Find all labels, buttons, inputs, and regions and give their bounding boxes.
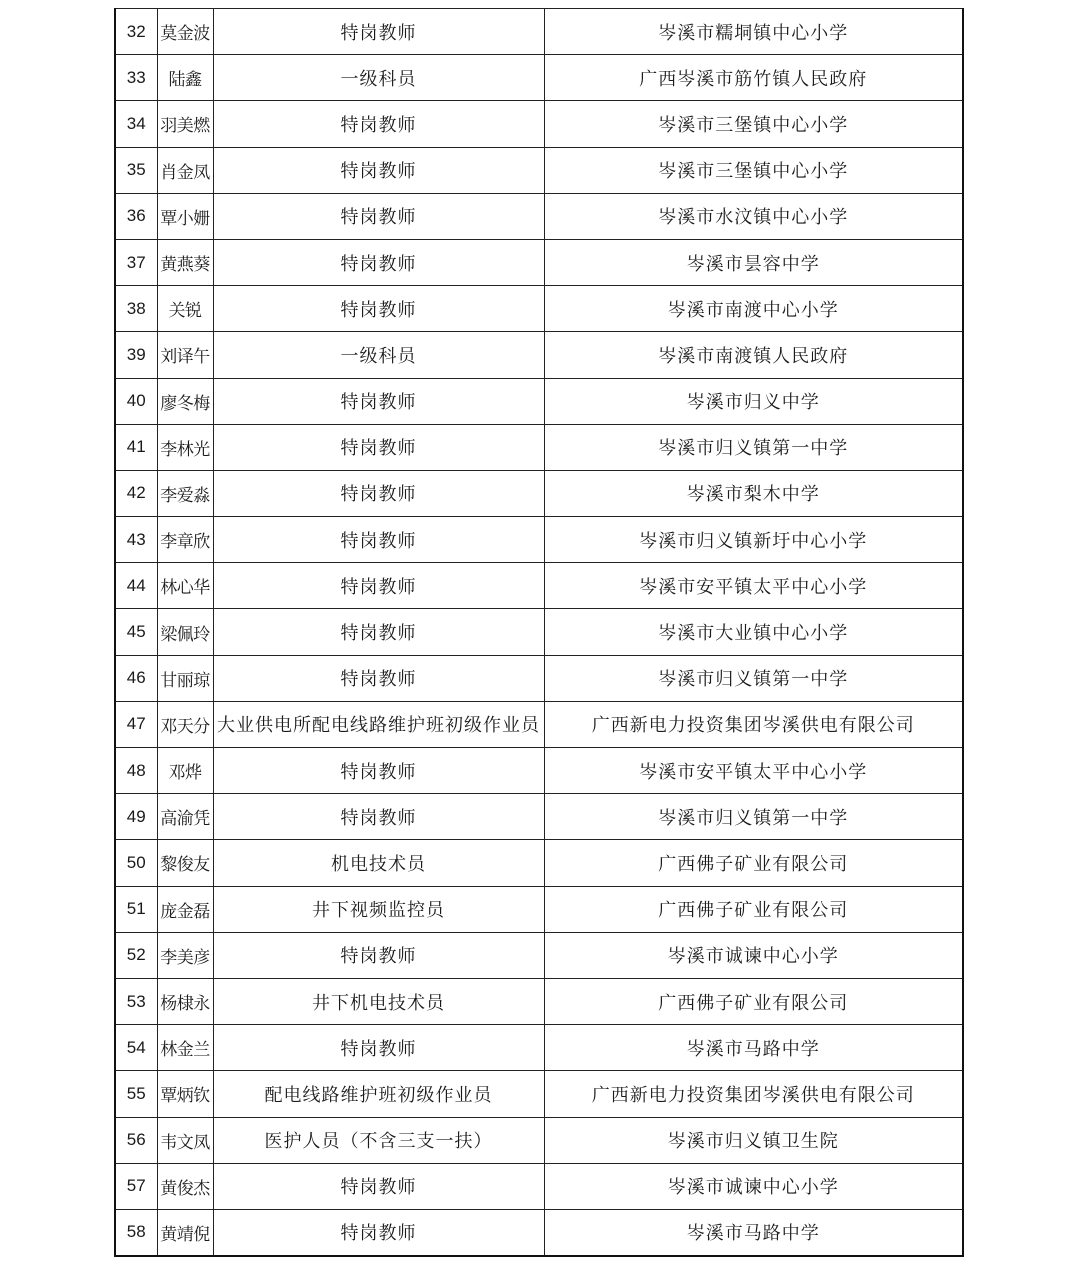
position-cell: 特岗教师	[213, 9, 544, 55]
row-number-cell: 48	[115, 748, 157, 794]
name-cell: 肖金凤	[157, 147, 213, 193]
name-cell: 莫金波	[157, 9, 213, 55]
position-cell: 特岗教师	[213, 609, 544, 655]
employer-cell: 岑溪市梨木中学	[544, 470, 963, 516]
table-row	[115, 655, 963, 701]
name-cell: 黄燕葵	[157, 239, 213, 285]
name-cell: 邓天分	[157, 701, 213, 747]
row-number-cell: 54	[115, 1025, 157, 1071]
employer-cell: 广西岑溪市筋竹镇人民政府	[544, 55, 963, 101]
position-cell: 特岗教师	[213, 1025, 544, 1071]
row-number-cell: 38	[115, 286, 157, 332]
name-cell: 杨棣永	[157, 978, 213, 1024]
table-row	[115, 1071, 963, 1117]
row-number-cell: 37	[115, 239, 157, 285]
name-cell: 陆鑫	[157, 55, 213, 101]
table-row	[115, 1117, 963, 1163]
row-number-cell: 58	[115, 1209, 157, 1256]
employer-cell: 岑溪市安平镇太平中心小学	[544, 563, 963, 609]
row-number-cell: 45	[115, 609, 157, 655]
employer-cell: 广西新电力投资集团岑溪供电有限公司	[544, 701, 963, 747]
name-cell: 刘译午	[157, 332, 213, 378]
table-row	[115, 470, 963, 516]
employer-cell: 岑溪市归义镇第一中学	[544, 655, 963, 701]
recruit-list-table	[114, 8, 964, 1257]
position-cell: 一级科员	[213, 55, 544, 101]
employer-cell: 广西新电力投资集团岑溪供电有限公司	[544, 1071, 963, 1117]
position-cell: 特岗教师	[213, 424, 544, 470]
table-row	[115, 1025, 963, 1071]
table-row	[115, 978, 963, 1024]
employer-cell: 岑溪市昙容中学	[544, 239, 963, 285]
position-cell: 特岗教师	[213, 470, 544, 516]
name-cell: 黎俊友	[157, 840, 213, 886]
row-number-cell: 41	[115, 424, 157, 470]
name-cell: 李爱淼	[157, 470, 213, 516]
row-number-cell: 52	[115, 932, 157, 978]
position-cell: 特岗教师	[213, 147, 544, 193]
row-number-cell: 56	[115, 1117, 157, 1163]
table-row	[115, 286, 963, 332]
position-cell: 特岗教师	[213, 286, 544, 332]
name-cell: 高渝凭	[157, 794, 213, 840]
table-row	[115, 563, 963, 609]
row-number-cell: 57	[115, 1163, 157, 1209]
table-row	[115, 1209, 963, 1256]
employer-cell: 岑溪市归义镇卫生院	[544, 1117, 963, 1163]
table-row	[115, 332, 963, 378]
employer-cell: 岑溪市南渡镇人民政府	[544, 332, 963, 378]
table-body	[115, 9, 963, 1257]
table-row	[115, 101, 963, 147]
table-row	[115, 517, 963, 563]
table-row	[115, 886, 963, 932]
table-row	[115, 193, 963, 239]
row-number-cell: 35	[115, 147, 157, 193]
name-cell: 羽美燃	[157, 101, 213, 147]
position-cell: 特岗教师	[213, 563, 544, 609]
row-number-cell: 55	[115, 1071, 157, 1117]
row-number-cell: 33	[115, 55, 157, 101]
employer-cell: 岑溪市归义中学	[544, 378, 963, 424]
row-number-cell: 42	[115, 470, 157, 516]
name-cell: 关锐	[157, 286, 213, 332]
employer-cell: 岑溪市诚谏中心小学	[544, 1163, 963, 1209]
table-row	[115, 794, 963, 840]
employer-cell: 岑溪市归义镇新圩中心小学	[544, 517, 963, 563]
position-cell: 一级科员	[213, 332, 544, 378]
table-row	[115, 932, 963, 978]
row-number-cell: 39	[115, 332, 157, 378]
table-row	[115, 55, 963, 101]
employer-cell: 广西佛子矿业有限公司	[544, 840, 963, 886]
position-cell: 机电技术员	[213, 840, 544, 886]
employer-cell: 岑溪市糯垌镇中心小学	[544, 9, 963, 55]
position-cell: 特岗教师	[213, 748, 544, 794]
row-number-cell: 43	[115, 517, 157, 563]
table-row	[115, 1163, 963, 1209]
position-cell: 特岗教师	[213, 1209, 544, 1256]
row-number-cell: 53	[115, 978, 157, 1024]
position-cell: 特岗教师	[213, 517, 544, 563]
position-cell: 井下视频监控员	[213, 886, 544, 932]
table-row	[115, 701, 963, 747]
name-cell: 庞金磊	[157, 886, 213, 932]
position-cell: 特岗教师	[213, 101, 544, 147]
position-cell: 配电线路维护班初级作业员	[213, 1071, 544, 1117]
table-row	[115, 840, 963, 886]
position-cell: 特岗教师	[213, 1163, 544, 1209]
employer-cell: 岑溪市归义镇第一中学	[544, 424, 963, 470]
employer-cell: 岑溪市马路中学	[544, 1209, 963, 1256]
employer-cell: 岑溪市马路中学	[544, 1025, 963, 1071]
name-cell: 李美彦	[157, 932, 213, 978]
name-cell: 韦文凤	[157, 1117, 213, 1163]
employer-cell: 岑溪市三堡镇中心小学	[544, 101, 963, 147]
name-cell: 邓烨	[157, 748, 213, 794]
position-cell: 特岗教师	[213, 655, 544, 701]
row-number-cell: 32	[115, 9, 157, 55]
row-number-cell: 49	[115, 794, 157, 840]
table-row	[115, 147, 963, 193]
name-cell: 黄俊杰	[157, 1163, 213, 1209]
row-number-cell: 36	[115, 193, 157, 239]
row-number-cell: 47	[115, 701, 157, 747]
name-cell: 李林光	[157, 424, 213, 470]
row-number-cell: 34	[115, 101, 157, 147]
name-cell: 林金兰	[157, 1025, 213, 1071]
table-row	[115, 748, 963, 794]
name-cell: 梁佩玲	[157, 609, 213, 655]
table-row	[115, 424, 963, 470]
row-number-cell: 46	[115, 655, 157, 701]
position-cell: 井下机电技术员	[213, 978, 544, 1024]
name-cell: 李章欣	[157, 517, 213, 563]
employer-cell: 岑溪市南渡中心小学	[544, 286, 963, 332]
position-cell: 特岗教师	[213, 239, 544, 285]
employer-cell: 岑溪市归义镇第一中学	[544, 794, 963, 840]
employer-cell: 岑溪市安平镇太平中心小学	[544, 748, 963, 794]
position-cell: 特岗教师	[213, 932, 544, 978]
document-sheet	[114, 8, 962, 1257]
row-number-cell: 44	[115, 563, 157, 609]
table-row	[115, 239, 963, 285]
position-cell: 特岗教师	[213, 193, 544, 239]
position-cell: 特岗教师	[213, 794, 544, 840]
row-number-cell: 50	[115, 840, 157, 886]
name-cell: 廖冬梅	[157, 378, 213, 424]
employer-cell: 岑溪市诚谏中心小学	[544, 932, 963, 978]
row-number-cell: 40	[115, 378, 157, 424]
table-row	[115, 378, 963, 424]
table-row	[115, 9, 963, 55]
position-cell: 医护人员（不含三支一扶）	[213, 1117, 544, 1163]
name-cell: 覃小姗	[157, 193, 213, 239]
position-cell: 特岗教师	[213, 378, 544, 424]
employer-cell: 岑溪市水汶镇中心小学	[544, 193, 963, 239]
table-row	[115, 609, 963, 655]
employer-cell: 广西佛子矿业有限公司	[544, 978, 963, 1024]
position-cell: 大业供电所配电线路维护班初级作业员	[213, 701, 544, 747]
name-cell: 甘丽琼	[157, 655, 213, 701]
employer-cell: 广西佛子矿业有限公司	[544, 886, 963, 932]
name-cell: 黄靖倪	[157, 1209, 213, 1256]
employer-cell: 岑溪市三堡镇中心小学	[544, 147, 963, 193]
name-cell: 林心华	[157, 563, 213, 609]
row-number-cell: 51	[115, 886, 157, 932]
name-cell: 覃炳钦	[157, 1071, 213, 1117]
employer-cell: 岑溪市大业镇中心小学	[544, 609, 963, 655]
